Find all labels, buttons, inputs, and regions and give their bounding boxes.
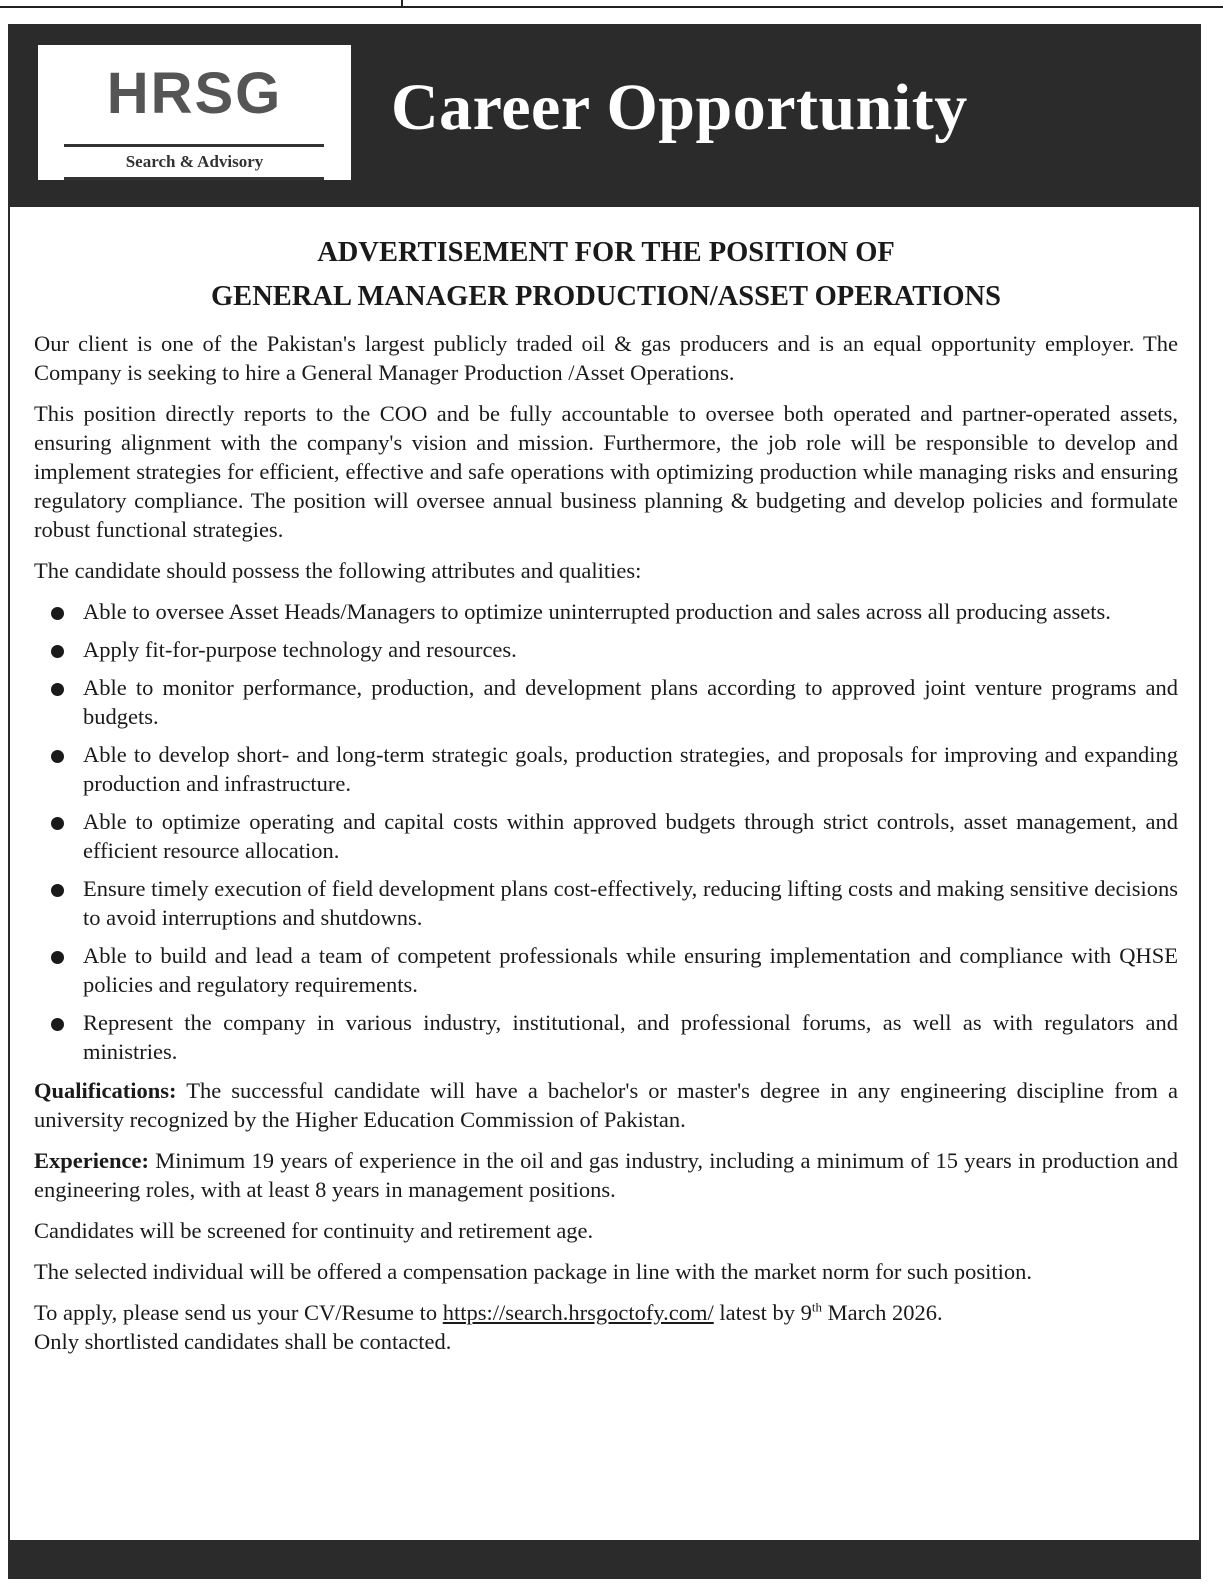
attributes-list [34, 597, 1178, 1066]
apply-deadline-suffix: March 2026. [822, 1300, 943, 1325]
top-border-tick [401, 0, 403, 8]
header-title: Career Opportunity [391, 71, 968, 144]
logo-rule-bottom [64, 177, 324, 180]
intro-paragraph: Our client is one of the Pakistan's largest publicly traded oil & gas producers and is an equal opportunity employer. The Company is seeking to hire a General Manager Production /Asset Operations. [34, 331, 1178, 385]
list-item [34, 597, 1178, 626]
experience-label: Experience: [34, 1148, 149, 1173]
bullet-icon [51, 884, 64, 897]
apply-prefix: To apply, please send us your CV/Resume to [34, 1300, 443, 1325]
headline-line-1: ADVERTISEMENT FOR THE POSITION OF [317, 237, 895, 268]
list-item [34, 635, 1178, 664]
headline-line-2: GENERAL MANAGER PRODUCTION/ASSET OPERATIONS [211, 281, 1001, 312]
experience-paragraph [34, 1146, 1178, 1204]
bullet-icon [51, 817, 64, 830]
list-item [34, 941, 1178, 999]
qualifications-label: Qualifications: [34, 1078, 177, 1103]
logo-subtitle: Search & Advisory [125, 152, 264, 171]
compensation-paragraph: The selected individual will be offered a compensation package in line with the market norm for such position. [34, 1259, 1033, 1284]
list-item [34, 874, 1178, 932]
list-item-text: Able to build and lead a team of competent professionals while ensuring implementation and compliance with QHSE policies and regulatory requirements. [83, 943, 1178, 997]
role-paragraph: This position directly reports to the COO and be fully accountable to oversee both operated and partner-operated assets, ensuring alignment with the company's vision and mission. Furthermore, the job role will be responsible to develop and implement strategies for efficient, effective and safe operations with optimizing production while managing risks and ensuring regulatory compliance. The position will oversee annual business planning & budgeting and develop policies and formulate robust functional strategies. [34, 401, 1178, 542]
list-item [34, 807, 1178, 865]
apply-paragraph [34, 1298, 1178, 1356]
apply-deadline-text: latest by 9 [713, 1300, 812, 1325]
ad-content [34, 207, 1178, 1368]
footer-band [8, 1540, 1201, 1579]
list-item-text: Represent the company in various industry, institutional, and professional forums, as well as with regulators and ministries. [83, 1010, 1178, 1064]
advertisement-frame [8, 24, 1201, 1579]
ad-header [8, 24, 1201, 207]
ad-body [10, 207, 1199, 1540]
qualifications-paragraph [34, 1076, 1178, 1134]
list-item-text: Ensure timely execution of field development plans cost-effectively, reducing lifting costs and making sensitive decisions to avoid interruptions and shutdowns. [83, 876, 1178, 930]
list-item-text: Apply fit-for-purpose technology and resources. [83, 637, 517, 662]
list-item-text: Able to optimize operating and capital costs within approved budgets through strict controls, asset management, and efficient resource allocation. [83, 809, 1178, 863]
hrsg-logo [38, 45, 351, 180]
logo-rule-top [64, 144, 324, 147]
list-item [34, 1008, 1178, 1066]
list-item-text: Able to monitor performance, production, and development plans according to approved joint venture programs and budgets. [83, 675, 1178, 729]
logo-wordmark: HRSG [106, 61, 283, 126]
bullet-icon [51, 1018, 64, 1031]
bullet-icon [51, 951, 64, 964]
bullet-icon [51, 607, 64, 620]
list-item-text: Able to develop short- and long-term strategic goals, production strategies, and proposals for improving and expanding production and infrastructure. [83, 742, 1178, 796]
qualifications-text: The successful candidate will have a bachelor's or master's degree in any engineering discipline from a university recognized by the Higher Education Commission of Pakistan. [34, 1078, 1178, 1132]
list-item [34, 673, 1178, 731]
experience-text: Minimum 19 years of experience in the oil and gas industry, including a minimum of 15 years in production and engineering roles, with at least 8 years in management positions. [34, 1148, 1178, 1202]
list-item [34, 740, 1178, 798]
bullet-icon [51, 683, 64, 696]
list-item-text: Able to oversee Asset Heads/Managers to optimize uninterrupted production and sales across all producing assets. [83, 599, 1111, 624]
shortlist-note: Only shortlisted candidates shall be contacted. [34, 1329, 452, 1354]
top-border-rule [0, 0, 1223, 8]
position-headline [34, 231, 1178, 319]
attributes-intro: The candidate should possess the following attributes and qualities: [34, 558, 642, 583]
screening-paragraph: Candidates will be screened for continuity and retirement age. [34, 1218, 594, 1243]
apply-url-link[interactable]: https://search.hrsgoctofy.com/ [442, 1300, 714, 1325]
bullet-icon [51, 645, 64, 658]
bullet-icon [51, 750, 64, 763]
apply-date-ordinal: th [811, 1299, 822, 1315]
